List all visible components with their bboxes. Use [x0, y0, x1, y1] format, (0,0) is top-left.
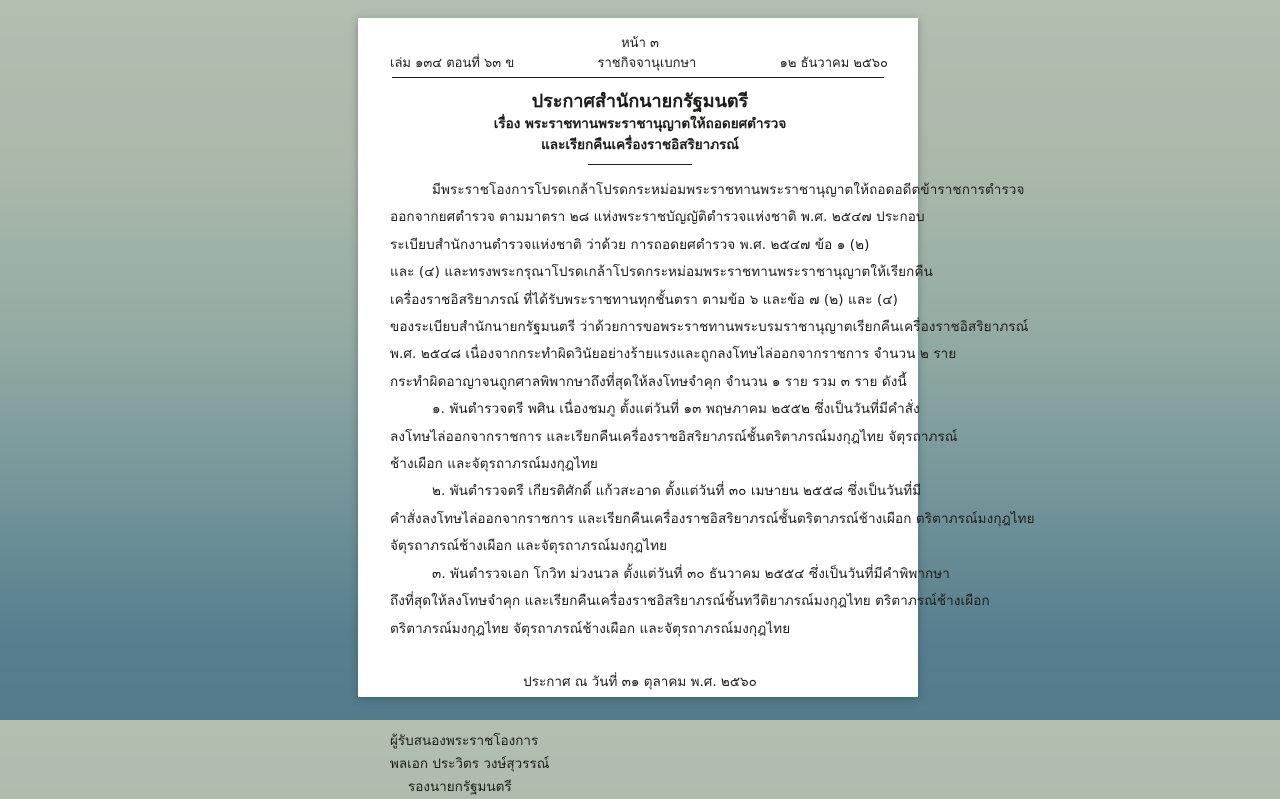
item1-line: ลงโทษไล่ออกจากราชการ และเรียกคืนเครื่องราชอิสริยาภรณ์ชั้นตริตาภรณ์มงกุฎไทย จัตุรถาภรณ์ [390, 428, 958, 445]
announcement-body [390, 177, 1035, 643]
gazette-page [358, 18, 1035, 795]
title-divider [588, 164, 692, 165]
item3-line: ถึงที่สุดให้ลงโทษจำคุก และเรียกคืนเครื่องราชอิสริยาภรณ์ชั้นทวีติยาภรณ์มงกุฎไทย ตริตาภรณ์ช้างเผือก [390, 593, 990, 610]
item3-line: ตริตาภรณ์มงกุฎไทย จัตุรถาภรณ์ช้างเผือก และจัตุรถาภรณ์มงกุฎไทย [390, 620, 791, 637]
signer-position: รองนายกรัฐมนตรี [408, 778, 512, 795]
gazette-masthead [390, 54, 890, 73]
paragraph1-line: ของระเบียบสำนักนายกรัฐมนตรี ว่าด้วยการขอพระราชทานพระบรมราชานุญาตเรียกคืนเครื่องราชอิสริยาภรณ์ [390, 319, 1029, 336]
announcement-title: ประกาศสำนักนายกรัฐมนตรี [531, 91, 749, 112]
item1-line: ๑. พันตำรวจตรี พศิน เนื่องชมภู ตั้งแต่วันที่ ๑๓ พฤษภาคม ๒๕๕๒ ซึ่งเป็นวันที่มีคำสั่ง [432, 401, 920, 418]
paragraph1-line: กระทำผิดอาญาจนถูกศาลพิพากษาถึงที่สุดให้ลงโทษจำคุก จำนวน ๑ ราย รวม ๓ ราย ดังนี้ [390, 373, 907, 390]
paragraph1-line: ออกจากยศตำรวจ ตามมาตรา ๒๘ แห่งพระราชบัญญัติตำรวจแห่งชาติ พ.ศ. ๒๕๔๗ ประกอบ [390, 209, 925, 226]
announcement-subject-line1: เรื่อง พระราชทานพระราชานุญาตให้ถอดยศตำรวจ [493, 116, 787, 132]
masthead-rule [392, 77, 884, 78]
item3-line: ๓. พันตำรวจเอก โกวิท ม่วงนวล ตั้งแต่วันที่ ๓๐ ธันวาคม ๒๕๕๔ ซึ่งเป็นวันที่มีคำพิพากษา [432, 565, 950, 582]
signer-name: พลเอก ประวิตร วงษ์สุวรรณ์ [390, 755, 550, 772]
paragraph1-line: ระเบียบสำนักงานตำรวจแห่งชาติ ว่าด้วย การถอดยศตำรวจ พ.ศ. ๒๕๔๗ ข้อ ๑ (๒) [390, 236, 870, 253]
countersignature-label: ผู้รับสนองพระราชโองการ [390, 732, 539, 749]
volume-label: เล่ม ๑๓๔ ตอนที่ ๖๓ ข [390, 56, 515, 71]
signature-block [390, 730, 890, 799]
paragraph1-line: เครื่องราชอิสริยาภรณ์ ที่ได้รับพระราชทานทุกชั้นตรา ตามข้อ ๖ และข้อ ๗ (๒) และ (๔) [390, 291, 898, 308]
item2-line: คำสั่งลงโทษไล่ออกจากราชการ และเรียกคืนเครื่องราชอิสริยาภรณ์ชั้นตริตาภรณ์ช้างเผือก ตริตาภรณ์มงกุฎไทย [390, 510, 1035, 527]
announcement-subject-line2: และเรียกคืนเครื่องราชอิสริยาภรณ์ [541, 137, 739, 153]
gazette-name: ราชกิจจานุเบกษา [597, 56, 697, 71]
item2-line: ๒. พันตำรวจตรี เกียรติศักดิ์ แก้วสะอาด ตั้งแต่วันที่ ๓๐ เมษายน ๒๕๕๘ ซึ่งเป็นวันที่มี [432, 483, 922, 500]
item2-line: จัตุรถาภรณ์ช้างเผือก และจัตุรถาภรณ์มงกุฎไทย [390, 538, 668, 555]
paragraph1-line: มีพระราชโองการโปรดเกล้าโปรดกระหม่อมพระราชทานพระราชานุญาตให้ถอดอดีตข้าราชการตำรวจ [432, 182, 1025, 198]
page-number: หน้า ๓ [621, 36, 659, 51]
paragraph1-line: พ.ศ. ๒๕๔๘ เนื่องจากกระทำผิดวินัยอย่างร้ายแรงและถูกลงโทษไล่ออกจากราชการ จำนวน ๒ ราย [390, 346, 957, 363]
item1-line: ช้างเผือก และจัตุรถาภรณ์มงกุฎไทย [390, 456, 598, 473]
issue-date: ๑๒ ธันวาคม ๒๕๖๐ [779, 56, 888, 71]
proclamation-date: ประกาศ ณ วันที่ ๓๑ ตุลาคม พ.ศ. ๒๕๖๐ [523, 673, 757, 690]
paragraph1-line: และ (๔) และทรงพระกรุณาโปรดเกล้าโปรดกระหม่อมพระราชทานพระราชานุญาตให้เรียกคืน [390, 264, 933, 281]
